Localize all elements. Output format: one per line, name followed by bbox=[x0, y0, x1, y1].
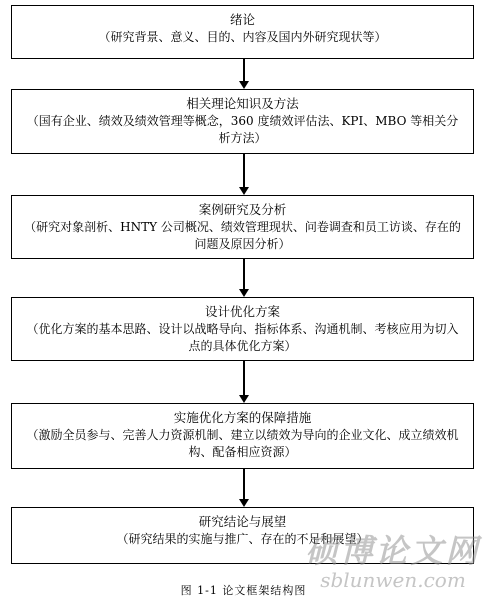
connector-line bbox=[243, 59, 245, 81]
watermark-title: 硕博论文网 bbox=[305, 532, 481, 570]
connector-line bbox=[243, 361, 245, 395]
flow-box-design bbox=[11, 297, 474, 361]
box-description: （优化方案的基本思路、设计以战略导向、指标体系、沟通机制、考核应用为切入点的具体优化方案） bbox=[26, 322, 459, 353]
flow-box-conclusion bbox=[11, 507, 474, 564]
box-title: 案例研究及分析 bbox=[198, 202, 287, 217]
arrow-down-icon bbox=[239, 289, 249, 297]
watermark-url: sblunwen.com bbox=[320, 568, 466, 592]
arrow-down-icon bbox=[239, 499, 249, 507]
box-title: 实施优化方案的保障措施 bbox=[173, 410, 312, 425]
flow-box-theory bbox=[11, 89, 474, 154]
box-title: 绪论 bbox=[229, 12, 255, 27]
box-description: （研究结果的实施与推广、存在的不足和展望） bbox=[116, 532, 369, 546]
figure-caption: 图 1-1 论文框架结构图 bbox=[180, 584, 307, 597]
connector-line bbox=[243, 469, 245, 499]
box-title: 设计优化方案 bbox=[204, 304, 280, 319]
box-description: （研究背景、意义、目的、内容及国内外研究现状等） bbox=[98, 30, 387, 44]
box-title: 相关理论知识及方法 bbox=[186, 96, 299, 111]
arrow-down-icon bbox=[239, 187, 249, 195]
connector-line bbox=[243, 154, 245, 187]
box-title: 研究结论与展望 bbox=[198, 514, 287, 529]
flow-box-introduction bbox=[11, 5, 474, 59]
connector-line bbox=[243, 259, 245, 289]
box-description: （研究对象剖析、HNTY 公司概况、绩效管理现状、问卷调查和员工访谈、存在的问题及原因分析） bbox=[24, 220, 461, 251]
box-description: （激励全员参与、完善人力资源机制、建立以绩效为导向的企业文化、成立绩效机构、配备相应资源） bbox=[26, 428, 459, 459]
flow-box-case-study bbox=[11, 195, 474, 259]
arrow-down-icon bbox=[239, 81, 249, 89]
flow-box-safeguards bbox=[11, 403, 474, 469]
box-description: （国有企业、绩效及绩效管理等概念，360 度绩效评估法、KPI、MBO 等相关分析方法） bbox=[26, 114, 459, 145]
arrow-down-icon bbox=[239, 395, 249, 403]
